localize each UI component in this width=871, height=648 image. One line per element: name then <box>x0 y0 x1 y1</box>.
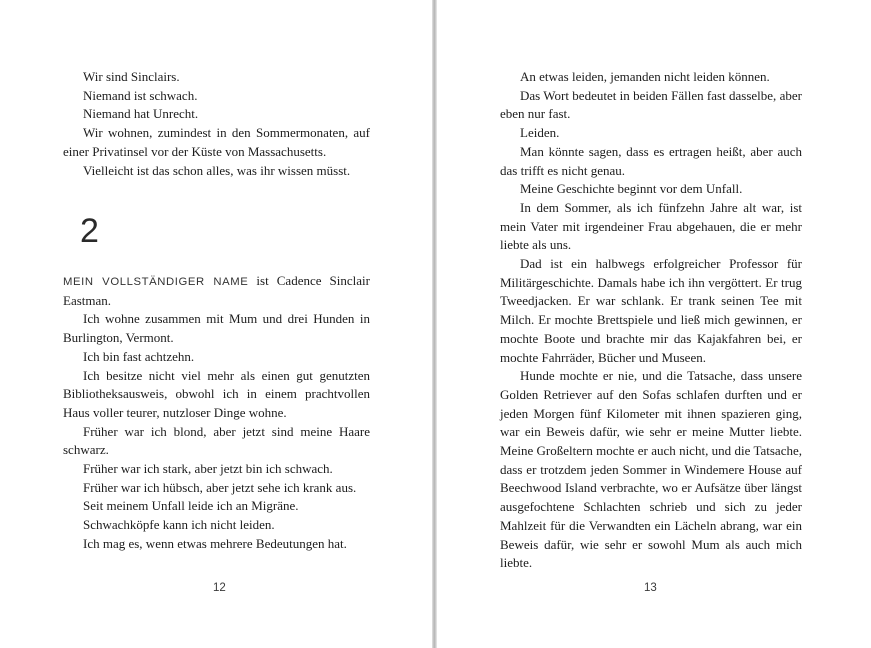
page-number-right: 13 <box>644 582 657 594</box>
right-text <box>500 68 802 573</box>
paragraph: In dem Sommer, als ich fünfzehn Jahre alt war, ist mein Vater mit irgendeiner Frau abgehauen, die er mehr liebte als uns. <box>500 199 802 253</box>
paragraph: Früher war ich blond, aber jetzt sind meine Haare schwarz. <box>63 423 370 458</box>
paragraph: Ich bin fast achtzehn. <box>83 348 195 364</box>
paragraph: Früher war ich hübsch, aber jetzt sehe ich krank aus. <box>83 479 357 495</box>
paragraph: Seit meinem Unfall leide ich an Migräne. <box>83 498 299 514</box>
paragraph: Ich wohne zusammen mit Mum und drei Hunden in Burlington, Vermont. <box>63 311 370 346</box>
paragraph: Niemand hat Unrecht. <box>83 106 199 122</box>
paragraph: Ich besitze nicht viel mehr als einen gut genutzten Bibliotheksausweis, obwohl ich in einem prachtvollen Haus voller teurer, nutzloser Dinge wohne. <box>63 367 370 420</box>
paragraph: An etwas leiden, jemanden nicht leiden können. <box>520 69 770 84</box>
paragraph: Meine Geschichte beginnt vor dem Unfall. <box>520 181 743 197</box>
chapter-number: 2 <box>80 212 99 250</box>
right-page <box>437 0 871 648</box>
paragraph: Leiden. <box>520 125 560 141</box>
chapter-lead-rest: ist Cadence Sinclair Eastman. <box>63 273 370 308</box>
paragraph: Dad ist ein halbwegs erfolgreicher Professor für Militärgeschichte. Damals habe ich ihn vergöttert. Er trug Tweedjacken. Er war schlank. Er trank seinen Tee mit Milch. Er mochte Brettspiele und ließ mich gewinnen, er mochte Boote und brachte mir das Kajakfahren bei, er mochte Fahrräder, Bücher und Museen. <box>500 256 802 365</box>
page-number-left: 12 <box>213 582 226 594</box>
chapter-lead-caps: MEIN VOLLSTÄNDIGER NAME <box>63 276 249 288</box>
left-page <box>0 0 432 648</box>
paragraph: Früher war ich stark, aber jetzt bin ich schwach. <box>83 461 333 477</box>
paragraph: Ich mag es, wenn etwas mehrere Bedeutungen hat. <box>83 535 347 551</box>
paragraph: Man könnte sagen, dass es ertragen heißt, aber auch das trifft es nicht genau. <box>500 143 802 178</box>
paragraph: Das Wort bedeutet in beiden Fällen fast dasselbe, aber eben nur fast. <box>500 87 802 122</box>
chapter-text <box>63 272 370 554</box>
paragraph: Schwachköpfe kann ich nicht leiden. <box>83 517 275 533</box>
chapter-opening-paragraph <box>63 272 370 310</box>
paragraph: Vielleicht ist das schon alles, was ihr wissen müsst. <box>83 162 351 178</box>
paragraph: Wir wohnen, zumindest in den Sommermonaten, auf einer Privatinsel vor der Küste von Massachusetts. <box>63 125 370 159</box>
left-top-text <box>63 68 370 180</box>
paragraph: Wir sind Sinclairs. <box>83 69 180 84</box>
paragraph: Niemand ist schwach. <box>83 87 198 103</box>
paragraph: Hunde mochte er nie, und die Tatsache, dass unsere Golden Retriever auf den Sofas schlafen durften und er jeden Morgen fünf Kilometer mit ihnen spazieren ging, war ein Beweis dafür, wie sehr er meine Mutter liebte. Meine Großeltern mochte er auch nicht, und die Tatsache, dass er trotzdem jeden Sommer in Windemere House auf Beechwood Island verbrachte, wo er Aufsätze über längst ausgefochtene Schlachten schrieb und sich zu jeder Mahlzeit für die Verwandten ein Lächeln abrang, war ein Beweis dafür, wie sehr er sowohl Mum als auch mich liebte. <box>500 368 802 571</box>
